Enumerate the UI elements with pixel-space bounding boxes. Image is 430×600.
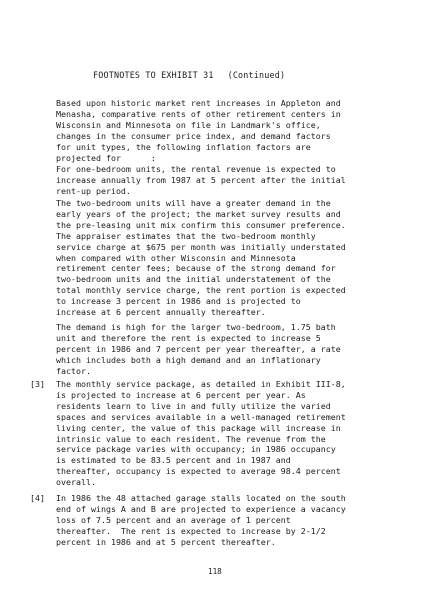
text-line: rent-up period. (56, 185, 131, 196)
text-line: when compared with other Wisconsin and Minnesota (56, 252, 296, 263)
text-line: percent in 1986 and at 5 percent thereafter. (56, 536, 276, 547)
footnote-4-garage-stalls (56, 493, 376, 548)
text-line: overall. (56, 477, 96, 488)
text-line: total monthly service charge, the rent portion is expected (56, 285, 346, 296)
text-line: to increase 3 percent in 1986 and is projected to (56, 296, 301, 307)
page-number: 118 (208, 567, 222, 576)
text-line: is estimated to be 83.5 percent and in 1987 and (56, 455, 291, 466)
text-line: Menasha, comparative rents of other retirement centers in (56, 108, 341, 119)
text-line: percent in 1986 and 7 percent per year thereafter, a rate (56, 343, 341, 354)
text-line: In 1986 the 48 attached garage stalls located on the south (56, 493, 346, 503)
footnote-marker-3: [3] (30, 379, 45, 389)
heading-continued: (Continued) (227, 70, 286, 80)
text-line: is projected to increase at 6 percent per year. As (56, 389, 306, 400)
text-line: service charge at $675 per month was initially understated (56, 241, 346, 252)
footnote-3-service-package (56, 379, 376, 488)
paragraph-inflation-factors (56, 98, 376, 163)
page-heading (93, 70, 285, 80)
heading-title: FOOTNOTES TO EXHIBIT 31 (93, 70, 214, 80)
text-line: The appraiser estimates that the two-bedroom monthly (56, 230, 316, 241)
text-line: thereafter. The rent is expected to increase by 2-1/2 (56, 525, 326, 536)
text-line: early years of the project; the market survey results and (56, 208, 341, 219)
text-line: The demand is high for the larger two-bedroom, 1.75 bath (56, 322, 336, 332)
paragraph-larger-two-bedroom (56, 322, 376, 377)
text-line: for unit types, the following inflation factors are (56, 141, 311, 152)
text-line: Wisconsin and Minnesota on file in Landmark's office, (56, 119, 321, 130)
text-line: intrinsic value to each resident. The revenue from the (56, 433, 326, 444)
text-line: which includes both a high demand and an inflationary (56, 354, 321, 365)
text-line: spaces and services available in a well-managed retirement (56, 411, 346, 422)
text-line: projected for : (56, 152, 156, 163)
text-line: changes in the consumer price index, and demand factors (56, 130, 331, 141)
text-line: service package varies with occupancy; in 1986 occupancy (56, 444, 336, 455)
text-line: two-bedroom units and the initial understatement of the (56, 274, 331, 285)
text-line: loss of 7.5 percent and an average of 1 percent (56, 514, 291, 525)
text-line: The two-bedroom units will have a greater demand in the (56, 198, 331, 208)
paragraph-one-bedroom (56, 164, 376, 197)
text-line: increase annually from 1987 at 5 percent after the initial (56, 174, 346, 185)
text-line: the pre-leasing unit mix confirm this consumer preference. (56, 219, 346, 230)
text-line: factor. (56, 365, 91, 376)
text-line: residents learn to live in and fully utilize the varied (56, 400, 331, 411)
text-line: living center, the value of this package will increase in (56, 422, 341, 433)
text-line: The monthly service package, as detailed in Exhibit III-8, (56, 379, 346, 389)
footnote-marker-4: [4] (30, 493, 45, 503)
paragraph-two-bedroom (56, 198, 376, 318)
text-line: increase at 6 percent annually thereafter. (56, 307, 266, 318)
text-line: end of wings A and B are projected to experience a vacancy (56, 503, 346, 514)
text-line: For one-bedroom units, the rental revenue is expected to (56, 164, 336, 174)
text-line: thereafter, occupancy is expected to average 98.4 percent (56, 466, 341, 477)
text-line: retirement center fees; because of the strong demand for (56, 263, 336, 274)
text-line: unit and therefore the rent is expected to increase 5 (56, 332, 321, 343)
text-line: Based upon historic market rent increases in Appleton and (56, 98, 341, 108)
